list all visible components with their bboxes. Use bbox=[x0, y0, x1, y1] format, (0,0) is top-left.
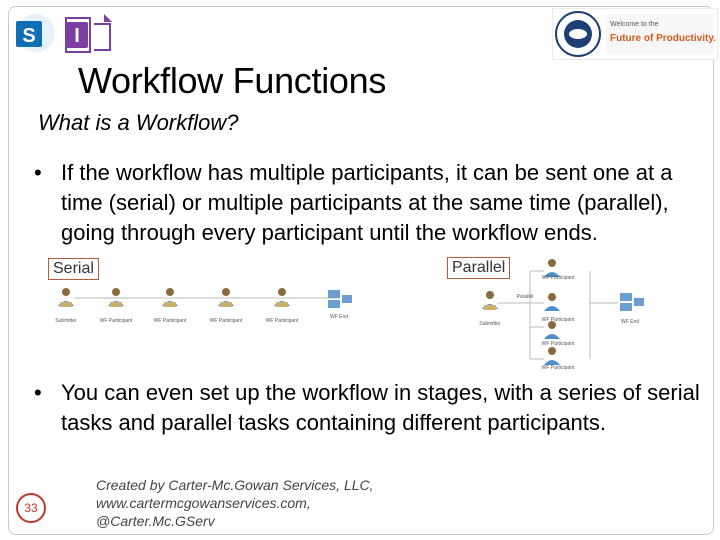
serial-diagram bbox=[44, 280, 364, 330]
parallel-end-label: WF End bbox=[620, 319, 640, 325]
footer-credit: Created by Carter-Mc.Gowan Services, LLC, www.cartermcgowanservices.com, @Carter.Mc.GServ bbox=[96, 477, 374, 529]
bullet-1-text: If the workflow has multiple participants, it can be sent one at a time (serial) or multiple participants at the same time (parallel), going through every participant until the workflow ends. bbox=[61, 160, 673, 245]
serial-node-label: WF Participant bbox=[153, 318, 187, 324]
serial-node-label: WF Participant bbox=[99, 318, 133, 324]
infopath-icon bbox=[66, 14, 112, 52]
sharepoint-infopath-logo bbox=[14, 12, 114, 56]
parallel-submitter-icon bbox=[482, 291, 498, 310]
slide-title: Workflow Functions bbox=[78, 60, 387, 101]
page-number: 33 bbox=[16, 493, 46, 523]
serial-node-label: Submitter bbox=[55, 318, 77, 324]
sharepoint-icon bbox=[16, 14, 55, 52]
parallel-participant-icon bbox=[544, 321, 560, 339]
cmg-tagline-small: Welcome to the bbox=[610, 21, 659, 28]
parallel-participant-label: WF Participant bbox=[541, 317, 575, 323]
carter-mcgowan-logo bbox=[552, 8, 718, 60]
serial-submitter-icon bbox=[58, 288, 74, 307]
cmg-tagline-large: Future of Productivity. bbox=[610, 33, 716, 44]
parallel-text-label: Parallel bbox=[516, 294, 534, 300]
slide-subtitle: What is a Workflow? bbox=[38, 110, 239, 135]
serial-label: Serial bbox=[48, 258, 99, 280]
parallel-participant-label: WF Participant bbox=[541, 275, 575, 281]
parallel-participant-label: WF Participant bbox=[541, 365, 575, 370]
parallel-submitter-label: Submitter bbox=[479, 321, 501, 327]
bullet-2-text: You can even set up the workflow in stages, with a series of serial tasks and parallel tasks containing different participants. bbox=[61, 380, 700, 435]
bullet-dot: • bbox=[34, 380, 42, 405]
parallel-end-icon bbox=[620, 293, 644, 311]
serial-node-label: WF Participant bbox=[265, 318, 299, 324]
parallel-participant-icon bbox=[544, 347, 560, 365]
parallel-participant-icon bbox=[544, 293, 560, 311]
infopath-letter: I bbox=[74, 25, 80, 47]
parallel-participant-label: WF Participant bbox=[541, 341, 575, 347]
sharepoint-letter: S bbox=[22, 25, 36, 47]
parallel-label: Parallel bbox=[447, 257, 510, 279]
bullet-dot: • bbox=[34, 160, 42, 185]
serial-node-label: WF Participant bbox=[209, 318, 243, 324]
serial-end-icon bbox=[328, 290, 352, 308]
serial-node-label: WF End bbox=[329, 314, 349, 320]
